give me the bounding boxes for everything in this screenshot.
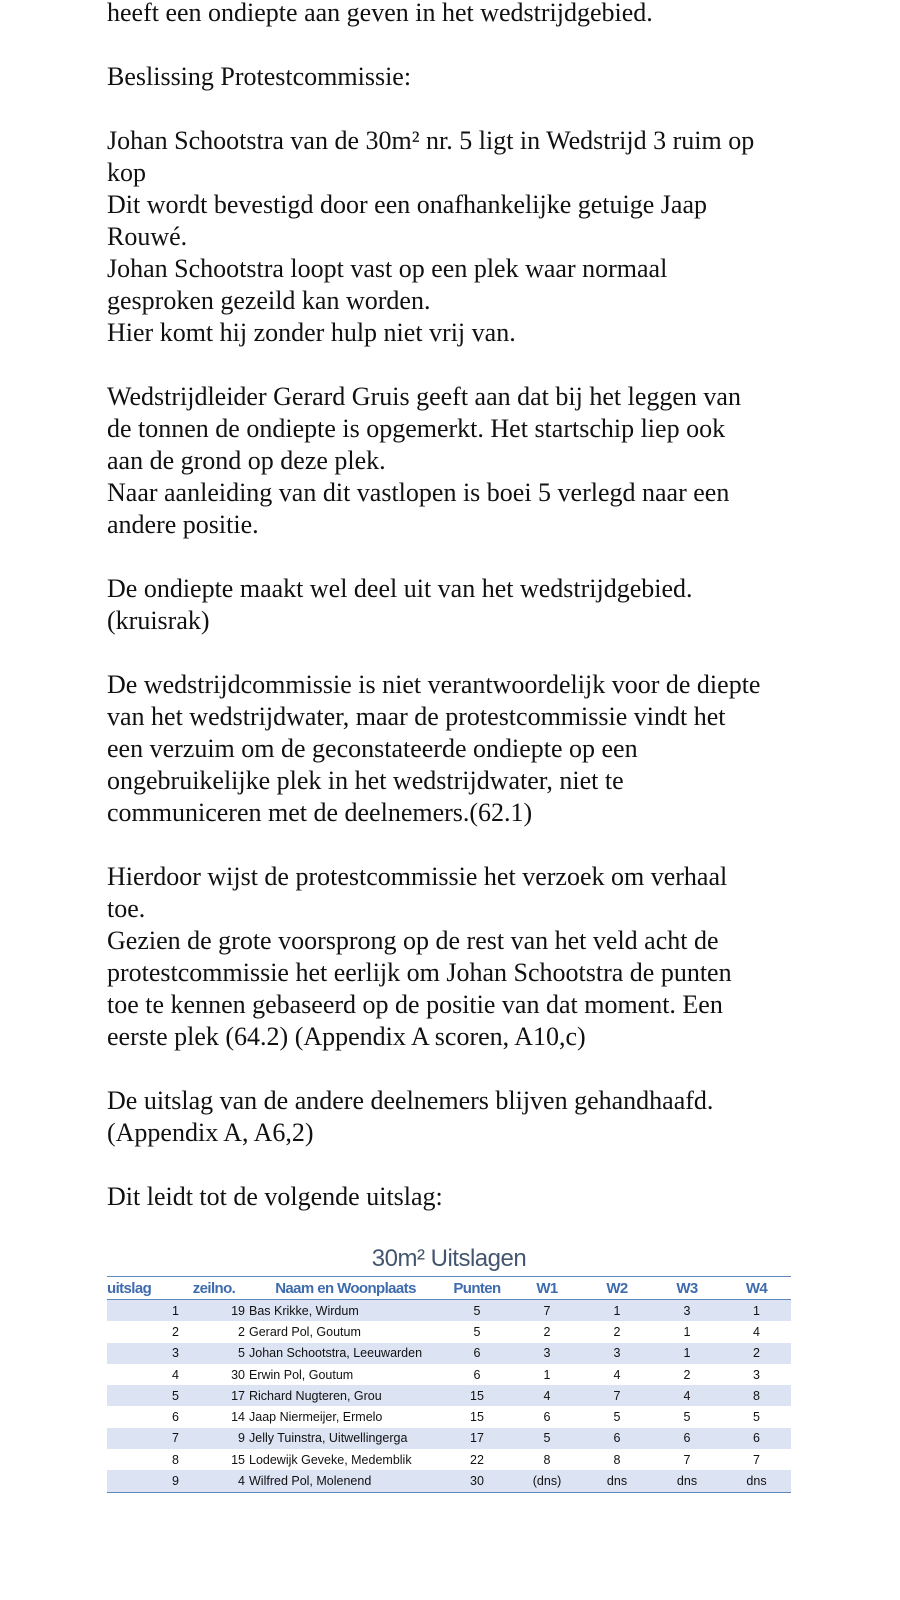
- table-row: [107, 1300, 791, 1322]
- cell-w2: 6: [582, 1428, 652, 1449]
- cell-zeilno: 9: [179, 1428, 249, 1449]
- cell-naam: Richard Nugteren, Grou: [249, 1385, 442, 1406]
- text-line: toe te kennen gebaseerd op de positie van dat moment. Een: [107, 990, 723, 1019]
- cell-punten: 15: [470, 1410, 484, 1425]
- cell-w1: 4: [512, 1385, 582, 1406]
- paragraph-gap: [107, 829, 807, 861]
- cell-zeilno: 15: [231, 1452, 245, 1467]
- cell-punten: 17: [442, 1428, 512, 1449]
- paragraph-gap: [107, 93, 807, 125]
- table-row: [107, 1406, 791, 1427]
- cell-naam: Lodewijk Geveke, Medemblik: [249, 1452, 412, 1467]
- cell-w3: 7: [683, 1452, 691, 1467]
- paragraph: [107, 861, 807, 1053]
- cell-w1: 5: [512, 1428, 582, 1449]
- cell-punten: 30: [442, 1470, 512, 1492]
- cell-uitslag: 3: [107, 1343, 179, 1364]
- text-line: kop: [107, 158, 146, 187]
- cell-w2: 7: [582, 1385, 652, 1406]
- cell-zeilno: 30: [231, 1367, 245, 1382]
- table-row: [107, 1470, 791, 1492]
- cell-w2: 5: [613, 1410, 621, 1425]
- text-line: (kruisrak): [107, 606, 210, 635]
- cell-punten: 22: [470, 1452, 484, 1467]
- col-header-w2: W2: [582, 1277, 652, 1300]
- cell-w2: 3: [582, 1343, 652, 1364]
- cell-w2: 2: [613, 1324, 621, 1339]
- text-line: Wedstrijdleider Gerard Gruis geeft aan dat bij het leggen van: [107, 382, 741, 411]
- text-line: (Appendix A, A6,2): [107, 1118, 314, 1147]
- cell-zeilno: 17: [179, 1385, 249, 1406]
- cell-w4: 8: [722, 1385, 791, 1406]
- cell-uitslag: 7: [107, 1428, 179, 1449]
- col-header-punten: Punten: [442, 1277, 512, 1300]
- cell-w1: 7: [512, 1300, 582, 1322]
- paragraph-gap: [107, 1149, 807, 1181]
- paragraph-gap: [107, 637, 807, 669]
- text-line: Hierdoor wijst de protestcommissie het verzoek om verhaal: [107, 862, 728, 891]
- text-line: andere positie.: [107, 510, 259, 539]
- cell-uitslag: 4: [172, 1367, 179, 1382]
- cell-zeilno: 19: [179, 1300, 249, 1322]
- text-line: Beslissing Protestcommissie:: [107, 62, 412, 91]
- cell-naam: Johan Schootstra, Leeuwarden: [249, 1343, 442, 1364]
- cell-w3: 3: [652, 1300, 722, 1322]
- paragraph: [107, 669, 807, 829]
- text-line: Hier komt hij zonder hulp niet vrij van.: [107, 318, 516, 347]
- paragraph-gap: [107, 29, 807, 61]
- cell-uitslag: 1: [107, 1300, 179, 1322]
- paragraph: [107, 381, 807, 541]
- text-line: een verzuim om de geconstateerde ondiepte op een: [107, 734, 638, 763]
- cell-naam: Erwin Pol, Goutum: [249, 1367, 354, 1382]
- cell-w3: 6: [652, 1428, 722, 1449]
- results-table-title: 30m² Uitslagen: [371, 1245, 527, 1272]
- paragraph: [107, 61, 807, 93]
- cell-zeilno: 14: [231, 1410, 245, 1425]
- cell-w3: 2: [683, 1367, 691, 1382]
- table-row: [107, 1428, 791, 1449]
- paragraph-gap: [107, 349, 807, 381]
- table-row: [107, 1321, 791, 1342]
- cell-punten: 5: [473, 1324, 481, 1339]
- text-line: Johan Schootstra loopt vast op een plek waar normaal: [107, 254, 668, 283]
- cell-uitslag: 5: [107, 1385, 179, 1406]
- cell-w4: 1: [722, 1300, 791, 1322]
- paragraph-gap: [107, 541, 807, 573]
- text-line: eerste plek (64.2) (Appendix A scoren, A10,c): [107, 1022, 586, 1051]
- text-line: Naar aanleiding van dit vastlopen is boei 5 verlegd naar een: [107, 478, 730, 507]
- table-row: [107, 1364, 791, 1385]
- text-line: gesproken gezeild kan worden.: [107, 286, 431, 315]
- document-body: [107, 0, 807, 1213]
- cell-w4: 4: [753, 1324, 760, 1339]
- cell-w2: 4: [613, 1367, 621, 1382]
- cell-w4: 6: [722, 1428, 791, 1449]
- cell-w1: (dns): [512, 1470, 582, 1492]
- text-line: aan de grond op deze plek.: [107, 446, 386, 475]
- text-line: de tonnen de ondiepte is opgemerkt. Het startschip liep ook: [107, 414, 726, 443]
- cell-punten: 15: [442, 1385, 512, 1406]
- col-header-w4: W4: [722, 1277, 791, 1300]
- paragraph: [107, 0, 807, 29]
- text-line: communiceren met de deelnemers.(62.1): [107, 798, 533, 827]
- cell-uitslag: 2: [172, 1324, 179, 1339]
- cell-naam: Bas Krikke, Wirdum: [249, 1300, 442, 1322]
- table-row: [107, 1385, 791, 1406]
- cell-punten: 5: [442, 1300, 512, 1322]
- text-line: ongebruikelijke plek in het wedstrijdwater, niet te: [107, 766, 624, 795]
- paragraph: [107, 1085, 807, 1149]
- text-line: Rouwé.: [107, 222, 188, 251]
- cell-w2: dns: [582, 1470, 652, 1492]
- cell-w2: 1: [582, 1300, 652, 1322]
- cell-w2: 8: [613, 1452, 621, 1467]
- cell-uitslag: 8: [172, 1452, 179, 1467]
- results-table: [107, 1276, 791, 1493]
- text-line: Gezien de grote voorsprong op de rest van het veld acht de: [107, 926, 719, 955]
- text-line: heeft een ondiepte aan geven in het wedstrijdgebied.: [107, 0, 653, 27]
- results-table-header-row: [107, 1277, 791, 1300]
- cell-w1: 8: [543, 1452, 551, 1467]
- col-header-w1: W1: [512, 1277, 582, 1300]
- paragraph-gap: [107, 1053, 807, 1085]
- table-row: [107, 1343, 791, 1364]
- cell-w3: 1: [652, 1343, 722, 1364]
- cell-w1: 6: [543, 1410, 551, 1425]
- cell-naam: Jelly Tuinstra, Uitwellingerga: [249, 1428, 442, 1449]
- cell-w1: 2: [543, 1324, 551, 1339]
- paragraph: [107, 125, 807, 349]
- col-header-w3: W3: [652, 1277, 722, 1300]
- paragraph: [107, 1181, 807, 1213]
- cell-w1: 1: [543, 1367, 551, 1382]
- cell-w3: 1: [683, 1324, 691, 1339]
- text-line: Dit leidt tot de volgende uitslag:: [107, 1182, 443, 1211]
- cell-naam: Jaap Niermeijer, Ermelo: [249, 1410, 383, 1425]
- cell-w3: dns: [652, 1470, 722, 1492]
- cell-w4: dns: [722, 1470, 791, 1492]
- results-table-section: [107, 1242, 791, 1493]
- cell-w3: 5: [683, 1410, 691, 1425]
- cell-punten: 6: [442, 1343, 512, 1364]
- table-row: [107, 1449, 791, 1470]
- cell-naam: Gerard Pol, Goutum: [249, 1324, 361, 1339]
- col-header-naam: Naam en Woonplaats: [249, 1277, 442, 1300]
- cell-zeilno: 2: [238, 1324, 245, 1339]
- cell-zeilno: 4: [179, 1470, 249, 1492]
- cell-w4: 5: [753, 1410, 760, 1425]
- text-line: protestcommissie het eerlijk om Johan Schootstra de punten: [107, 958, 732, 987]
- cell-uitslag: 9: [107, 1470, 179, 1492]
- col-header-uitslag: uitslag: [107, 1277, 179, 1300]
- text-line: Johan Schootstra van de 30m² nr. 5 ligt in Wedstrijd 3 ruim op: [107, 126, 755, 155]
- cell-punten: 6: [473, 1367, 481, 1382]
- cell-naam: Wilfred Pol, Molenend: [249, 1470, 442, 1492]
- text-line: van het wedstrijdwater, maar de protestcommissie vindt het: [107, 702, 726, 731]
- cell-w4: 7: [753, 1452, 760, 1467]
- cell-w4: 2: [722, 1343, 791, 1364]
- paragraph: [107, 573, 807, 637]
- text-line: De wedstrijdcommissie is niet verantwoordelijk voor de diepte: [107, 670, 761, 699]
- cell-w1: 3: [512, 1343, 582, 1364]
- text-line: toe.: [107, 894, 146, 923]
- cell-w4: 3: [753, 1367, 760, 1382]
- text-line: Dit wordt bevestigd door een onafhankelijke getuige Jaap: [107, 190, 707, 219]
- cell-zeilno: 5: [179, 1343, 249, 1364]
- col-header-zeilno: zeilno.: [179, 1277, 249, 1300]
- text-line: De uitslag van de andere deelnemers blijven gehandhaafd.: [107, 1086, 714, 1115]
- text-line: De ondiepte maakt wel deel uit van het wedstrijdgebied.: [107, 574, 693, 603]
- cell-w3: 4: [652, 1385, 722, 1406]
- cell-uitslag: 6: [172, 1410, 179, 1425]
